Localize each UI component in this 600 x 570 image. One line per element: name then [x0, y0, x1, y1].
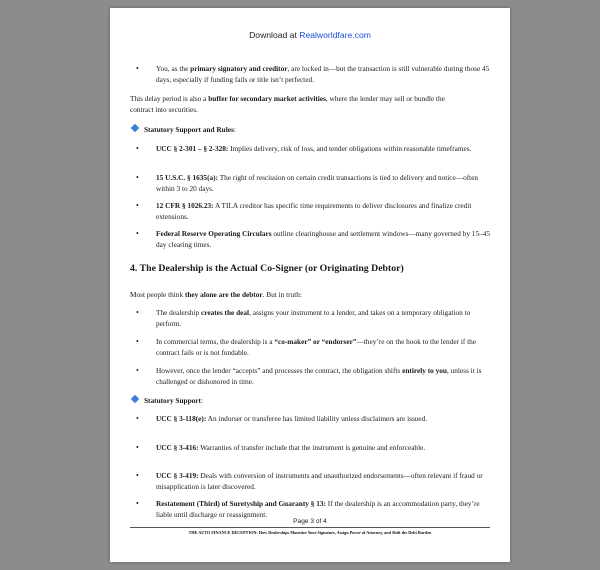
paragraph-delay: This delay period is also a buffer for secondary market activities, where the lender may sell or bundle the contract into securities.: [130, 94, 445, 114]
list-item: • UCC § 3-419: Deals with conversion of instruments and unauthorized endorsements—often relevant if fraud or misapplication is later discovered.: [130, 471, 496, 492]
subheading-statutory-rules: Statutory Support and Rules:: [130, 125, 470, 136]
list-item: • Federal Reserve Operating Circulars outline clearinghouse and settlement windows—many governed by 15–45 day clearing times.: [130, 229, 496, 250]
list-item: • You, as the primary signatory and creditor, are locked in—but the transaction is still vulnerable during those 45 days, especially if funding fails or title isn’t perfected.: [130, 64, 496, 85]
list-item: • UCC § 2-301 – § 2-328: Implies delivery, risk of loss, and tender obligations within reasonable timeframes.: [130, 144, 496, 155]
list-item: • In commercial terms, the dealership is a “co-maker” or “endorser”—they’re on the hook to the lender if the contract fails or is not fundable.: [130, 337, 496, 358]
document-page: [110, 8, 510, 562]
list-item: • The dealership creates the deal, assigns your instrument to a lender, and takes on a temporary obligation to perform.: [130, 308, 496, 329]
header-prefix: Download at: [249, 30, 300, 40]
list-item: • 12 CFR § 1026.23: A TILA creditor has specific time requirements to deliver disclosures and finalize credit extensions.: [130, 201, 496, 222]
footer-document-title: THE AUTO FINANCE DECEPTION: How Dealerships Monetize Your Signature, Assign Power of Attorney, and Shift the Debt Burden: [188, 530, 432, 535]
list-item: • 15 U.S.C. § 1635(a): The right of rescission on certain credit transactions is tied to delivery and notice—often within 3 to 20 days.: [130, 173, 496, 194]
download-link[interactable]: Realworldfare.com: [299, 30, 371, 40]
list-item: • UCC § 3-118(e): An indorser or transferee has limited liability unless disclaimers are issued.: [130, 414, 496, 425]
paragraph-intro: Most people think they alone are the debtor. But in truth:: [130, 290, 302, 299]
subheading-statutory-support: Statutory Support:: [130, 396, 470, 407]
page-header: [110, 30, 510, 40]
section-heading: 4. The Dealership is the Actual Co-Signer (or Originating Debtor): [130, 263, 404, 274]
list-item: • UCC § 3-416: Warranties of transfer include that the instrument is genuine and enforceable.: [130, 443, 496, 454]
diamond-bullet-icon: [131, 395, 139, 403]
list-item: • However, once the lender “accepts” and processes the contract, the obligation shifts entirely to you, unless it is challenged or dishonored in time.: [130, 366, 496, 387]
page-number: Page 3 of 4: [293, 518, 327, 525]
list-item: • Restatement (Third) of Suretyship and Guaranty § 13: If the dealership is an accommodation party, they’re liable until discharge or reassignment.: [130, 499, 496, 520]
diamond-bullet-icon: [131, 124, 139, 132]
footer-divider: [130, 527, 490, 528]
